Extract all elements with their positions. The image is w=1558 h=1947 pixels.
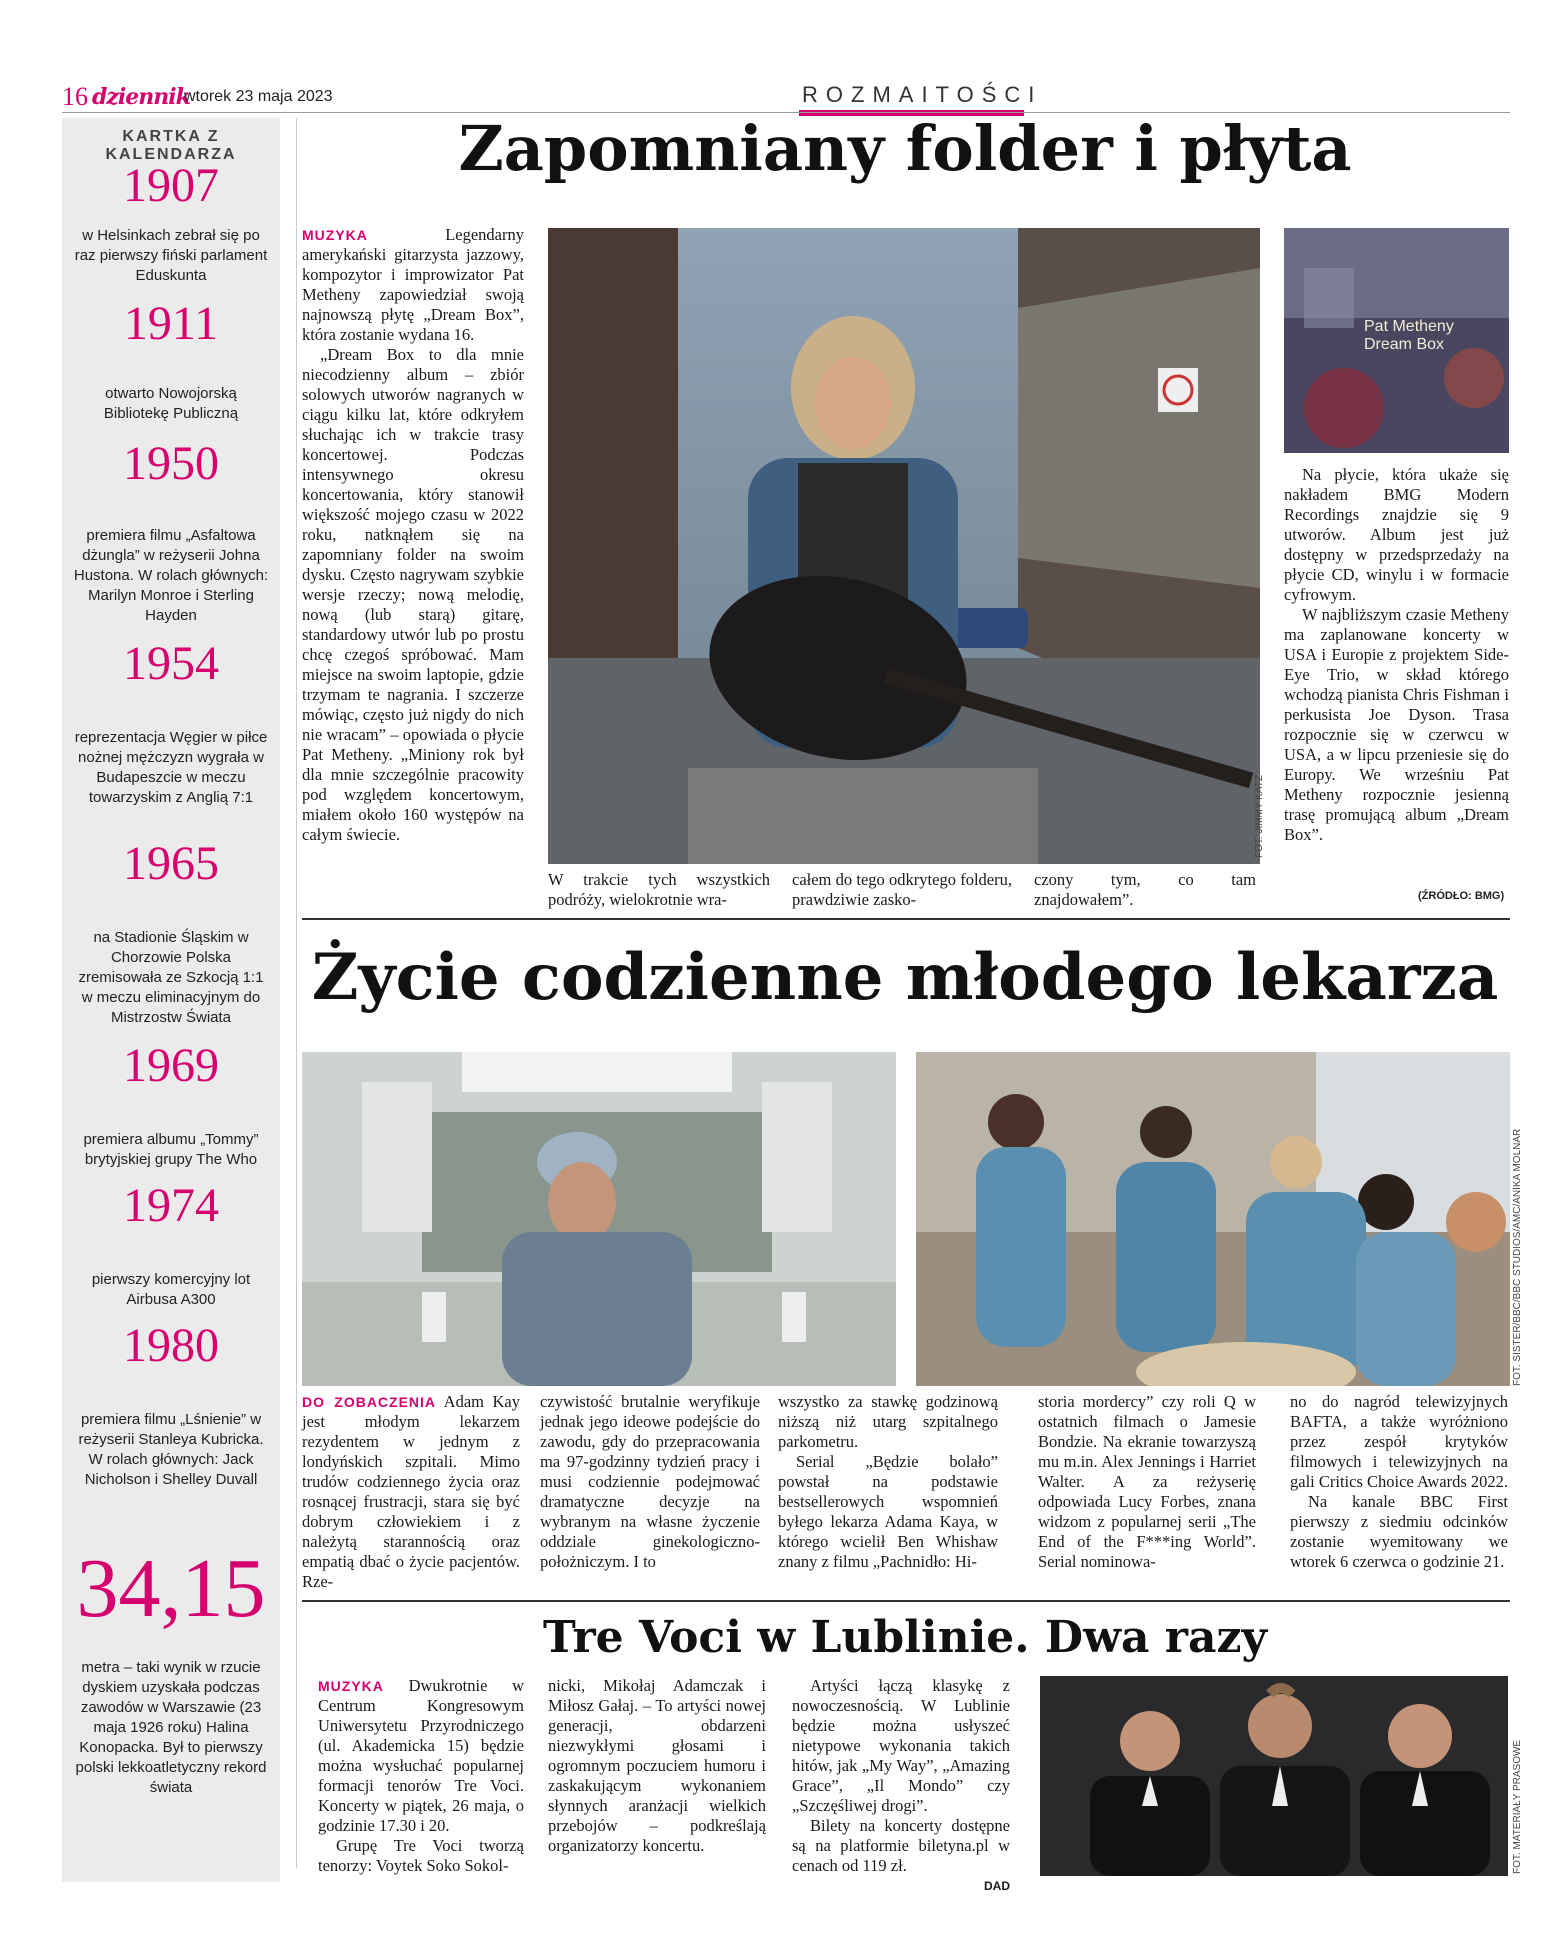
article1-under-column-2: całem do tego odkrytego folderu, prawdziwie zasko-: [792, 870, 1012, 909]
article1-under-column-1: W trakcie tych wszystkich podróży, wielokrotnie wra-: [548, 870, 770, 909]
article2-column-3: [778, 1392, 998, 1572]
article-divider: [302, 1600, 1510, 1602]
calendar-year: 1965: [123, 837, 219, 890]
photo-credit: FOT. SISTER/BBC/BBC STUDIOS/AMC/ANIKA MOLNAR: [1512, 1128, 1523, 1386]
record-number: 34,15: [76, 1542, 266, 1635]
newspaper-logo: dziennik: [92, 84, 190, 110]
article1-paragraph: Na płycie, która ukaże się nakładem BMG Modern Recordings znajdzie się 9 utworów. Album jest już dostępny w przedsprzedaży na płycie CD, winylu i w formacie cyfrowym.: [1284, 465, 1509, 604]
article3-paragraph: Artyści łączą klasykę z nowoczesnością. W Lublinie będzie można usłyszeć nietypowe wykonania takich hitów, jak „My Way”, „Amazing Grace”, „Il Mondo” czy „Szczęśliwej drogi”.: [792, 1676, 1010, 1815]
article2-column-1: [302, 1392, 520, 1592]
article2-column-2: czywistość brutalnie weryfikuje jednak jego ideowe podejście do zawodu, gdy do przepracowania ma 97-godzinny tydzień pracy i musi codziennie podejmować dramatyczne decyzje na wybranym na własne życzenie oddziale ginekologiczno-położniczym. I to: [540, 1392, 760, 1571]
article2-paragraph: wszystko za stawkę godzinową niższą niż utarg szpitalnego parkometru.: [778, 1392, 998, 1451]
article2-column-4: storia mordercy” czy roli Q w ostatnich filmach o Jamesie Bondzie. Na ekranie towarzyszą mu m.in. Alex Jennings i Harriet Walter. A za reżyserię odpowiada Lucy Forbes, znana widzom z popularnej serii „The End of the F***ing World”. Serial nominowa-: [1038, 1392, 1256, 1571]
calendar-event: premiera albumu „Tommy” brytyjskiej grupy The Who: [83, 1131, 259, 1168]
record-description: metra – taki wynik w rzucie dyskiem uzyskała podczas zawodów w Warszawie (23 maja 1926 roku) Halina Konopacka. Był to pierwszy polski lekkoatletyczny rekord świata: [75, 1659, 267, 1796]
calendar-year: 1980: [123, 1319, 219, 1372]
article3-column-1: [318, 1676, 524, 1876]
article1-column-1: [302, 225, 524, 845]
article3-kicker: MUZYKA: [318, 1678, 384, 1694]
tre-voci-photo: [1040, 1676, 1508, 1876]
calendar-event: pierwszy komercyjny lot Airbusa A300: [91, 1271, 251, 1308]
article1-kicker: MUZYKA: [302, 227, 368, 243]
article2-column-5: [1290, 1392, 1508, 1572]
article1-right-column: [1284, 465, 1509, 845]
calendar-event: premiera filmu „Asfaltowa dżungla” w reżyserii Johna Hustona. W rolach głównych: Marilyn Monroe i Sterling Hayden: [73, 527, 269, 624]
article2-paragraph: no do nagród telewizyjnych BAFTA, a także wyróżniono przez zespół krytyków filmowych i telewizyjnych na gali Critics Choice Awards 2022.: [1290, 1392, 1508, 1491]
calendar-sidebar: [62, 118, 280, 1882]
article2-headline: Życie codzienne młodego lekarza: [311, 940, 1499, 1015]
page-header: [62, 82, 1510, 112]
album-cover: [1284, 228, 1509, 453]
article1-under-column-3: czony tym, co tam znajdowałem”.: [1034, 870, 1256, 909]
article2-paragraph: Na kanale BBC First pierwszy z siedmiu odcinków zostanie wyemitowany we wtorek 6 czerwca o godzinie 21.: [1290, 1492, 1508, 1571]
article3-column-2: nicki, Mikołaj Adamczak i Miłosz Gałaj. – To artyści nowej generacji, obdarzeni niezwykłymi głosami i ogromnym poczuciem humoru i zaskakującym wykonaniem słynnych aranżacji wielkich przebojów – podkreślają organizatorzy koncertu.: [548, 1676, 766, 1855]
calendar-event: reprezentacja Węgier w piłce nożnej mężczyzn wygrała w Budapeszcie w meczu towarzyskim z Anglią 7:1: [74, 729, 268, 806]
doctors-break-room-photo: [916, 1052, 1510, 1386]
calendar-event: otwarto Nowojorską Bibliotekę Publiczną: [103, 385, 239, 422]
article3-signature: DAD: [984, 1879, 1010, 1893]
article2-kicker: DO ZOBACZENIA: [302, 1394, 437, 1410]
article-divider: [302, 918, 1510, 920]
article1-lead: Legendarny amerykański gitarzysta jazzowy, kompozytor i improwizator Pat Metheny zapowiedział swoją najnowszą płytę „Dream Box”, która zostanie wydana 16.: [302, 225, 524, 344]
page-number: 16: [62, 82, 88, 111]
article3-paragraph: Grupę Tre Voci tworzą tenorzy: Voytek Soko Sokol-: [318, 1836, 524, 1875]
article3-lead: Dwukrotnie w Centrum Kongresowym Uniwersytetu Przyrodniczego (ul. Akademicka 15) będzie można wysłuchać popularnej formacji tenorów Tre Voci. Koncerty w piątek, 26 maja, o godzinie 17.30 i 20.: [318, 1676, 524, 1835]
calendar-event: w Helsinkach zebrał się po raz pierwszy fiński parlament Eduskunta: [74, 227, 268, 284]
issue-date: wtorek 23 maja 2023: [184, 88, 333, 105]
calendar-year: 1950: [123, 437, 219, 490]
article1-paragraph: „Dream Box to dla mnie niecodzienny album – zbiór solowych utworów nagranych w ciągu kilku lat, które odkryłem słuchając ich w trakcie trasy koncertowej. Podczas intensywnego okresu koncertowania, który stanowił większość mojego czasu w 2022 roku, natknąłem się na zapomniany folder na swoim dysku. Często nagrywam szybkie wersje rzeczy; nową melodię, nową (lub starą) gitarę, standardowy utwór lub po prostu chcę czegoś spróbować. Mam miejsce na swoim laptopie, gdzie trzymam te nagrania. I szczerze mówiąc, często już nigdy do nich nie wracam” – opowiada o płycie Pat Metheny. „Miniony rok był dla mnie szczególnie pracowity pod względem koncertowym, miałem około 160 występów na całym świecie.: [302, 345, 524, 844]
article3-headline: Tre Voci w Lublinie. Dwa razy: [542, 1612, 1268, 1663]
article3-column-3: [792, 1676, 1010, 1896]
article1-source: (ŹRÓDŁO: BMG): [1418, 890, 1505, 902]
doctor-scrub-room-photo: [302, 1052, 896, 1386]
photo-credit: FOT. MATERIAŁY PRASOWE: [1512, 1739, 1523, 1874]
photo-credit: FOT. JIMMY KATZ: [1254, 775, 1265, 858]
article1-headline: Zapomniany folder i płyta: [458, 112, 1352, 185]
calendar-year: 1911: [123, 297, 219, 350]
calendar-year: 1969: [123, 1039, 219, 1092]
calendar-event: na Stadionie Śląskim w Chorzowie Polska zremisowała ze Szkocją 1:1 w meczu eliminacyjnym do Mistrzostw Świata: [78, 929, 264, 1026]
sidebar-divider: [296, 118, 297, 1868]
article2-paragraph: Serial „Będzie bolało” powstał na podstawie bestsellerowych wspomnień byłego lekarza Adama Kaya, w którego wcielił Ben Whishaw znany z filmu „Pachnidło: Hi-: [778, 1452, 998, 1571]
album-artist: Pat Metheny: [1364, 318, 1454, 335]
pat-metheny-photo: [548, 228, 1260, 864]
article2-lead: Adam Kay jest młodym lekarzem rezydentem w jednym z londyńskich szpitali. Mimo trudów codziennego życia oraz rosnącej frustracji, stara się być dobrym człowiekiem i z należytą starannością oraz empatią dbać o życie pacjentów. Rze-: [302, 1392, 520, 1591]
section-title: ROZMAITOŚCI: [802, 82, 1043, 107]
calendar-title: KARTKA Z KALENDARZA: [105, 128, 237, 163]
article1-paragraph: W najbliższym czasie Metheny ma zaplanowane koncerty w USA i Europie z projektem Side-Eye Trio, w skład którego wchodzą pianista Chris Fishman i perkusista Joe Dyson. Trasa rozpocznie się w czerwcu w USA, a w lipcu przeniesie się do Europy. We wrześniu Pat Metheny rozpocznie jesienną trasę promującą album „Dream Box”.: [1284, 605, 1509, 844]
calendar-year: 1954: [123, 637, 219, 690]
calendar-year: 1974: [123, 1179, 219, 1232]
album-title: Dream Box: [1364, 336, 1445, 353]
article3-paragraph: Bilety na koncerty dostępne są na platformie biletyna.pl w cenach od 119 zł.: [792, 1816, 1010, 1875]
calendar-event: premiera filmu „Lśnienie” w reżyserii Stanleya Kubricka. W rolach głównych: Jack Nicholson i Shelley Duvall: [78, 1411, 264, 1488]
calendar-year: 1907: [123, 159, 219, 212]
